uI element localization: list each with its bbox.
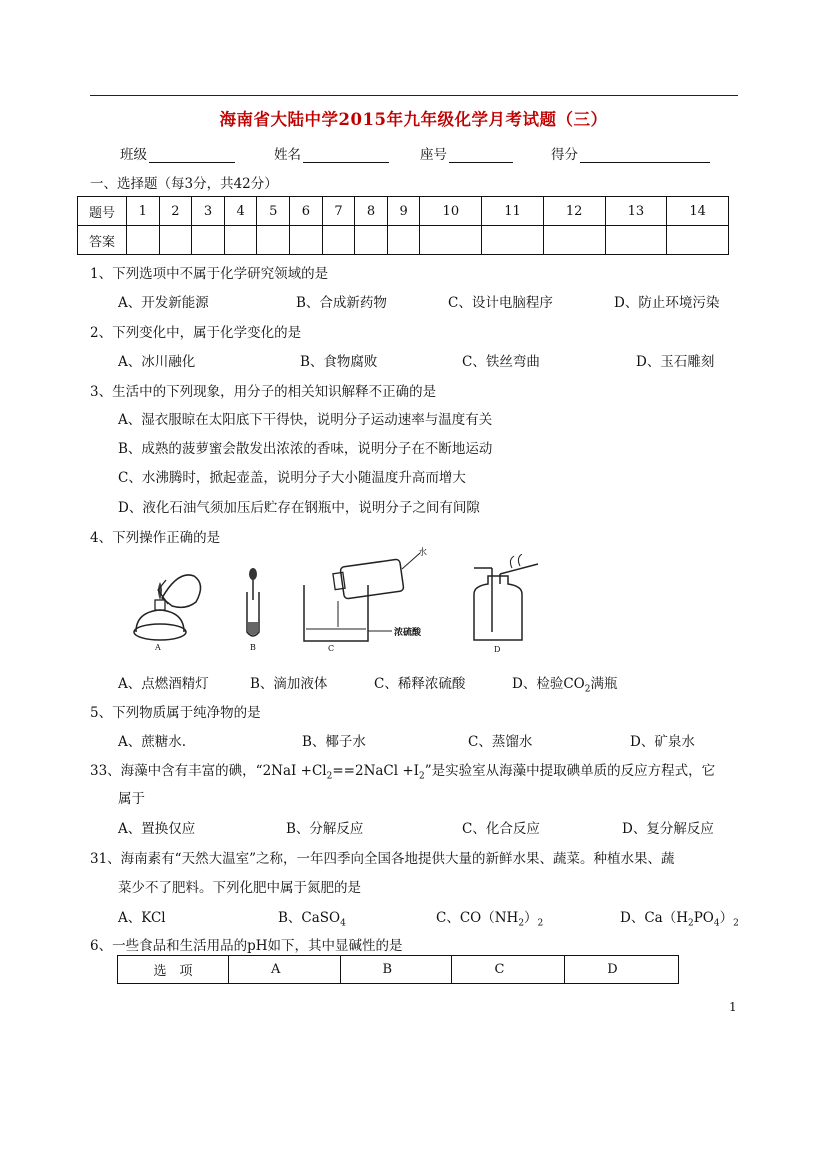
answer-number: 10 [420,197,482,226]
class-label: 班级 [120,147,147,163]
ph-col-d: D [565,956,679,984]
q31-d-sub1: 2 [687,918,694,929]
answer-cell[interactable] [355,226,388,255]
section-heading: 一、选择题（每3分，共42分） [90,176,278,192]
q31-option-a[interactable]: A、KCl [118,910,166,926]
q4-option-a[interactable]: A、点燃酒精灯 [118,676,209,692]
answer-cell[interactable] [605,226,667,255]
q31-d-mid: PO [693,910,714,926]
answer-number: 13 [605,197,667,226]
alcohol-lamp-figure [128,560,210,652]
answer-cell[interactable] [543,226,605,255]
row-label-number: 题号 [78,197,127,226]
q4-option-d-suffix: 满瓶 [590,676,618,692]
ph-col-option: 选 项 [118,956,229,984]
row-label-answer: 答案 [78,226,127,255]
answer-number: 7 [322,197,355,226]
q33-option-b[interactable]: B、分解反应 [286,821,364,837]
fig-water-label: 水 [418,548,428,558]
seat-label: 座号 [420,147,447,163]
answer-cell[interactable] [290,226,323,255]
name-blank[interactable] [303,148,389,163]
q4-option-d-sub: 2 [584,684,591,695]
q31-option-c[interactable] [436,906,543,929]
question-4-stem: 4、下列操作正确的是 [90,530,221,546]
q33-stem-part2: ==2NaCl +I [332,763,420,779]
q31-option-d[interactable] [620,906,739,929]
question-31-stem: 31、海南素有“天然大温室”之称，一年四季向全国各地提供大量的新鲜水果、蔬菜。种植水果、蔬 [90,851,675,867]
q33-option-a[interactable]: A、置换仅应 [118,821,196,837]
q33-option-d[interactable]: D、复分解反应 [622,821,714,837]
q3-option-b[interactable]: B、成熟的菠萝蜜会散发出浓浓的香味，说明分子在不断地运动 [118,441,493,457]
ph-table-header-row [118,956,679,984]
answer-table-header-row [78,197,729,226]
q2-option-a[interactable]: A、冰川融化 [118,354,196,370]
answer-cell[interactable] [387,226,420,255]
answer-table-answer-row [78,226,729,255]
fig-label-d: D [494,645,501,654]
answer-number: 6 [290,197,323,226]
answer-cell[interactable] [257,226,290,255]
q31-c-text: C、CO（NH [436,910,519,926]
dropper-figure [238,566,268,654]
question-33-stem-line2: 属于 [118,791,145,807]
fig-label-b: B [250,643,256,652]
ph-col-b: B [340,956,452,984]
q2-option-d[interactable]: D、玉石雕刻 [636,354,715,370]
answer-number: 8 [355,197,388,226]
q4-option-b[interactable]: B、滴加液体 [250,676,328,692]
q1-option-c[interactable]: C、设计电脑程序 [448,295,553,311]
name-label: 姓名 [274,147,301,163]
q3-option-c[interactable]: C、水沸腾时，掀起壶盖，说明分子大小随温度升高而增大 [118,470,466,486]
score-field [551,143,710,163]
q5-option-b[interactable]: B、椰子水 [302,734,366,750]
q33-sub2: 2 [419,771,425,782]
dilution-figure [298,545,468,655]
q1-option-a[interactable]: A、开发新能源 [118,295,209,311]
fig-label-c: C [328,644,335,653]
class-blank[interactable] [149,148,235,163]
answer-cell[interactable] [192,226,225,255]
fig-acid-label: 浓硫酸 [394,628,422,638]
q31-b-text: B、CaSO [278,910,341,926]
answer-cell[interactable] [159,226,192,255]
question-5-stem: 5、下列物质属于纯净物的是 [90,705,261,721]
question-6-stem: 6、一些食品和生活用品的pH如下，其中显碱性的是 [90,938,403,954]
q1-option-d[interactable]: D、防止环境污染 [614,295,720,311]
page-title: 海南省大陆中学2015年九年级化学月考试题（三） [219,110,608,129]
q2-option-b[interactable]: B、食物腐败 [300,354,378,370]
class-field [120,143,235,163]
q33-stem-part1: 33、海藻中含有丰富的碘，“2NaI +Cl [90,763,327,779]
answer-number: 1 [127,197,160,226]
ph-table [117,955,679,984]
q31-c-mid: ） [524,910,538,926]
q31-d-text: D、Ca（H [620,910,688,926]
answer-number: 11 [482,197,544,226]
page-number: 1 [729,1000,737,1014]
question-31-stem-line2: 菜少不了肥料。下列化肥中属于氮肥的是 [118,880,361,896]
question-1-stem: 1、下列选项中不属于化学研究领域的是 [90,266,329,282]
fig-label-a: A [155,643,161,652]
q33-stem-part3: ”是实验室从海藻中提取碘单质的反应方程式，它 [424,763,716,779]
answer-cell[interactable] [127,226,160,255]
q31-option-b[interactable] [278,906,346,929]
answer-cell[interactable] [420,226,482,255]
q4-option-c[interactable]: C、稀释浓硫酸 [374,676,466,692]
answer-number: 12 [543,197,605,226]
name-field [274,143,389,163]
answer-cell[interactable] [224,226,257,255]
score-label: 得分 [551,147,578,163]
q33-sub1: 2 [326,771,333,782]
answer-number: 4 [224,197,257,226]
question-2-stem: 2、下列变化中，属于化学变化的是 [90,325,302,341]
answer-number: 14 [667,197,729,226]
q4-option-d[interactable] [512,672,617,695]
answer-number: 3 [192,197,225,226]
seat-field [420,143,513,163]
q4-option-d-text: D、检验CO [512,676,585,692]
q31-c-sub2: 2 [537,918,544,929]
answer-number: 2 [159,197,192,226]
q31-b-sub: 4 [340,918,346,929]
answer-cell[interactable] [322,226,355,255]
ph-col-a: A [229,956,341,984]
question-33-stem [90,759,715,782]
answer-number: 9 [387,197,420,226]
q1-option-b[interactable]: B、合成新药物 [296,295,387,311]
top-rule [90,95,738,96]
q31-d-sub3: 2 [733,918,739,929]
q5-option-a[interactable]: A、蔗糖水. [118,734,187,750]
q5-option-d[interactable]: D、矿泉水 [630,734,695,750]
question-3-stem: 3、生活中的下列现象，用分子的相关知识解释不正确的是 [90,384,437,400]
answer-cell[interactable] [667,226,729,255]
answer-table [77,196,729,255]
q33-option-c[interactable]: C、化合反应 [462,821,540,837]
answer-cell[interactable] [482,226,544,255]
answer-number: 5 [257,197,290,226]
q5-option-c[interactable]: C、蒸馏水 [468,734,533,750]
q31-c-sub1: 2 [518,918,525,929]
score-blank[interactable] [580,148,710,163]
ph-col-c: C [452,956,565,984]
q31-d-post: ） [719,910,734,926]
q31-d-sub2: 4 [713,918,720,929]
q3-option-d[interactable]: D、液化石油气须加压后贮存在钢瓶中，说明分子之间有间隙 [118,500,480,516]
gas-bottle-figure [462,554,552,654]
q3-option-a[interactable]: A、湿衣服晾在太阳底下干得快，说明分子运动速率与温度有关 [118,412,493,428]
seat-blank[interactable] [449,148,513,163]
q2-option-c[interactable]: C、铁丝弯曲 [462,354,540,370]
